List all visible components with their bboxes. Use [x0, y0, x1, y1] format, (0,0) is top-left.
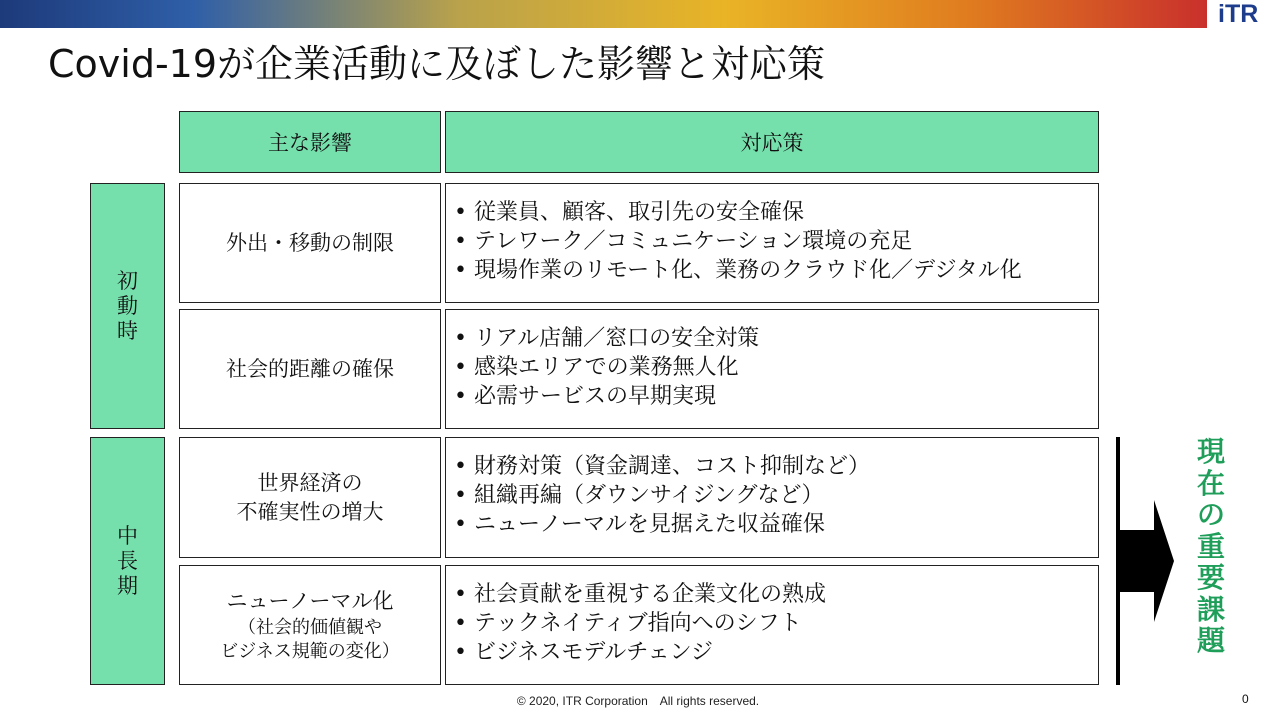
measure-bullet: • 感染エリアでの業務無人化	[454, 353, 1098, 382]
measures-cell	[445, 183, 1099, 303]
measures-cell	[445, 309, 1099, 429]
measure-bullet: • ビジネスモデルチェンジ	[454, 638, 1098, 667]
impact-cell	[179, 183, 441, 303]
measure-bullet: • 財務対策（資金調達、コスト抑制など）	[454, 452, 1098, 481]
impact-text: 不確実性の増大	[236, 499, 384, 524]
impact-subtext: ビジネス規範の変化）	[220, 640, 400, 662]
impact-cell	[179, 565, 441, 685]
measures-cell	[445, 565, 1099, 685]
header-gradient-band	[0, 0, 1207, 28]
impact-text: 外出・移動の制限	[226, 230, 394, 255]
impact-cell	[179, 437, 441, 558]
current-issue-label: 現在の重要課題	[1196, 435, 1225, 657]
itr-logo: iTR	[1218, 0, 1259, 28]
measure-bullet: • 従業員、顧客、取引先の安全確保	[454, 198, 1098, 227]
impact-text: 社会的距離の確保	[226, 356, 394, 381]
slide-title: Covid-19が企業活動に及ぼした影響と対応策	[48, 42, 826, 86]
measure-bullet: • 社会貢献を重視する企業文化の熟成	[454, 580, 1098, 609]
measure-bullet: • 現場作業のリモート化、業務のクラウド化／デジタル化	[454, 256, 1098, 285]
measure-bullet: • ニューノーマルを見据えた収益確保	[454, 510, 1098, 539]
impact-cell	[179, 309, 441, 429]
period-midlong	[90, 437, 165, 685]
page-number: 0	[1242, 692, 1249, 706]
right-arrow-icon	[1120, 500, 1174, 622]
impact-subtext: （社会的価値観や	[238, 616, 382, 638]
measure-bullet: • 組織再編（ダウンサイジングなど）	[454, 481, 1098, 510]
period-initial-label: 初動時	[117, 268, 138, 343]
measure-bullet: • 必需サービスの早期実現	[454, 382, 1098, 411]
measures-cell	[445, 437, 1099, 558]
column-header-impact: 主な影響	[179, 111, 441, 173]
column-header-measures: 対応策	[445, 111, 1099, 173]
copyright-footer: © 2020, ITR Corporation All rights reserved.	[516, 694, 760, 708]
period-initial	[90, 183, 165, 429]
measure-bullet: • リアル店舗／窓口の安全対策	[454, 324, 1098, 353]
measure-bullet: • テックネイティブ指向へのシフト	[454, 609, 1098, 638]
measure-bullet: • テレワーク／コミュニケーション環境の充足	[454, 227, 1098, 256]
impact-text: 世界経済の	[257, 470, 363, 495]
period-midlong-label: 中長期	[117, 523, 138, 598]
impact-text: ニューノーマル化	[226, 588, 394, 613]
